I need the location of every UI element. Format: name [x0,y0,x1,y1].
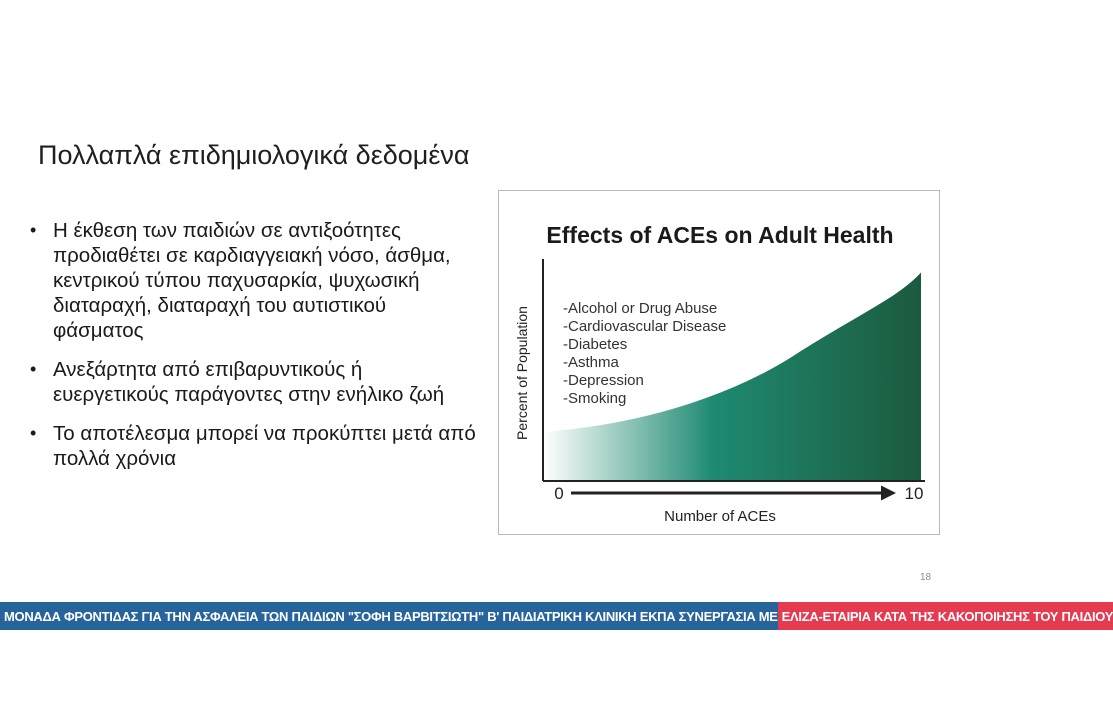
footer-right-text: ΕΛΙΖΑ-ΕΤΑΙΡΙΑ ΚΑΤΑ ΤΗΣ ΚΑΚΟΠΟΙΗΣΗΣ ΤΟΥ ΠΑΙΔΙΟΥ [778,602,1113,630]
bullet-item [30,421,480,471]
aces-figure-graphic [499,191,941,536]
figure-title: Effects of ACEs on Adult Health [546,222,894,248]
bullet-text: Η έκθεση των παιδιών σε αντιξοότητες προδιαθέτει σε καρδιαγγειακή νόσο, άσθμα, κεντρικού τύπου παχυσαρκία, ψυχωσική διαταραχή, διαταραχή του αυτιστικού φάσματος [53,219,451,342]
aces-figure [498,190,940,535]
effect-item: -Depression [563,372,644,389]
y-axis-title: Percent of Population [514,306,530,440]
bullet-list [30,218,480,485]
effect-item: -Smoking [563,390,627,407]
page-number: 18 [920,572,932,583]
bullet-dot-icon: • [30,423,37,443]
bullet-item [30,357,480,407]
effect-item: -Cardiovascular Disease [563,318,727,335]
x-axis-title: Number of ACEs [664,508,776,525]
slide-title: Πολλαπλά επιδημιολογικά δεδομένα [38,140,470,170]
footer-bar [0,602,1113,630]
bullet-item [30,218,480,343]
effect-item: -Alcohol or Drug Abuse [563,300,718,317]
bullet-dot-icon: • [30,359,37,379]
bullet-text: Το αποτέλεσμα μπορεί να προκύπτει μετά από πολλά χρόνια [53,422,476,470]
footer-left-text: ΜΟΝΑΔΑ ΦΡΟΝΤΙΔΑΣ ΓΙΑ ΤΗΝ ΑΣΦΑΛΕΙΑ ΤΩΝ ΠΑΙΔΙΩΝ "ΣΟΦΗ ΒΑΡΒΙΤΣΙΩΤΗ" Β' ΠΑΙΔΙΑΤΡΙΚΗ ΚΛΙΝΙΚΗ ΕΚΠΑ ΣΥΝΕΡΓΑΣΙΑ ΜΕ [0,602,778,630]
effect-item: -Diabetes [563,336,628,353]
x-start-label: 0 [554,484,564,503]
effect-item: -Asthma [563,354,619,371]
x-end-label: 10 [904,484,924,503]
bullet-dot-icon: • [30,220,37,240]
bullet-text: Ανεξάρτητα από επιβαρυντικούς ή ευεργετικούς παράγοντες στην ενήλικο ζωή [53,358,445,406]
